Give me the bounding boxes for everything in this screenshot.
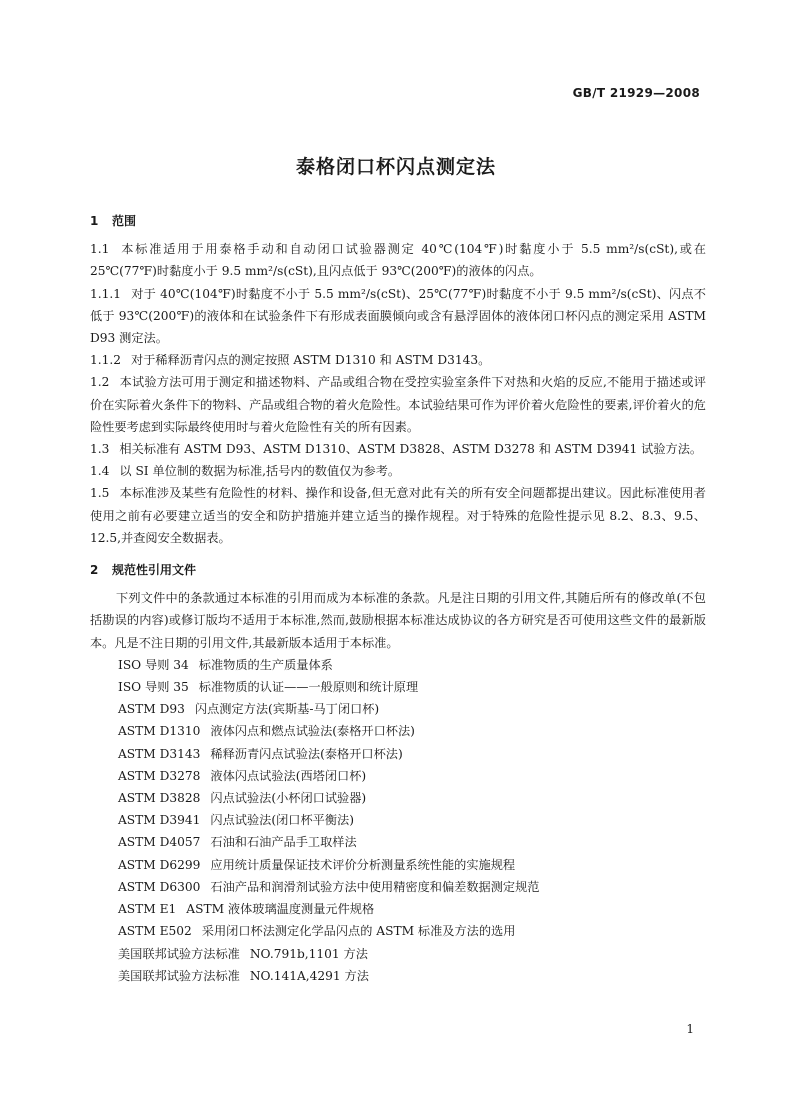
clause-paragraph	[90, 349, 706, 371]
section-title: 范围	[112, 214, 137, 228]
reference-code: 美国联邦试验方法标准	[118, 968, 240, 983]
reference-item	[118, 654, 706, 676]
reference-item	[118, 876, 706, 898]
reference-code: ASTM D93	[118, 702, 185, 717]
clause-text: 以 SI 单位制的数据为标准,括号内的数值仅为参考。	[119, 464, 401, 479]
standard-code: GB/T 21929—2008	[572, 86, 700, 100]
reference-item	[118, 676, 706, 698]
reference-title: NO.141A,4291 方法	[249, 968, 369, 983]
reference-code: ASTM D1310	[118, 724, 201, 739]
clause-number: 1.4	[90, 464, 110, 479]
clause-number: 1.2	[90, 375, 110, 390]
reference-code: ASTM E502	[118, 924, 192, 939]
reference-item	[118, 809, 706, 831]
clause-number: 1.1	[90, 242, 110, 257]
reference-item	[118, 765, 706, 787]
reference-item	[118, 854, 706, 876]
reference-title: 闪点测定方法(宾斯基-马丁闭口杯)	[194, 702, 380, 717]
reference-code: ASTM D6299	[118, 857, 201, 872]
reference-title: NO.791b,1101 方法	[249, 946, 368, 961]
clause-number: 1.5	[90, 486, 110, 501]
reference-code: ASTM D3278	[118, 768, 201, 783]
reference-title: 采用闭口杯法测定化学品闪点的 ASTM 标准及方法的选用	[201, 924, 516, 939]
section-number: 1	[90, 214, 99, 228]
clause-text: 本标准适用于用泰格手动和自动闭口试验器测定 40℃(104℉)时黏度小于 5.5 mm²/s(cSt),或在 25℃(77℉)时黏度小于 9.5 mm²/s(cSt),且闪点低于 93℃(200℉)的液体的闪点。	[90, 242, 706, 279]
reference-item	[118, 787, 706, 809]
reference-title: 标准物质的生产质量体系	[198, 657, 333, 672]
reference-title: 液体闪点和燃点试验法(泰格开口杯法)	[210, 724, 415, 739]
reference-item	[118, 943, 706, 965]
reference-item	[118, 965, 706, 987]
reference-item	[118, 898, 706, 920]
reference-item	[118, 743, 706, 765]
clause-text: 本试验方法可用于测定和描述物料、产品或组合物在受控实验室条件下对热和火焰的反应,不能用于描述或评价在实际着火条件下的物料、产品或组合物的着火危险性。本试验结果可作为评价着火危险性的要素,评价着火的危险性要考虑到实际最终使用时与着火危险性有关的所有因素。	[90, 375, 706, 434]
reference-item	[118, 920, 706, 942]
reference-item	[118, 698, 706, 720]
reference-code: ASTM E1	[118, 902, 177, 917]
clause-paragraph	[90, 371, 706, 438]
reference-title: 石油和石油产品手工取样法	[210, 835, 357, 850]
clause-paragraph	[90, 283, 706, 350]
section-1-heading	[90, 210, 706, 232]
reference-code: ASTM D6300	[118, 879, 201, 894]
clause-number: 1.3	[90, 442, 110, 457]
reference-title: 应用统计质量保证技术评价分析测量系统性能的实施规程	[210, 857, 516, 872]
section-2-heading	[90, 559, 706, 581]
page-number: 1	[686, 1022, 694, 1036]
reference-title: 标准物质的认证——一般原则和统计原理	[198, 680, 419, 695]
clause-text: 对于 40℃(104℉)时黏度不小于 5.5 mm²/s(cSt)、25℃(77℉)时黏度不小于 9.5 mm²/s(cSt)、闪点不低于 93℃(200℉)的液体和在试验条件下有形成表面膜倾向或含有悬浮固体的液体闭口杯闪点的测定采用 ASTM D93 测定法。	[90, 286, 706, 346]
reference-title: 液体闪点试验法(西塔闭口杯)	[210, 768, 367, 783]
clause-text: 本标准涉及某些有危险性的材料、操作和设备,但无意对此有关的所有安全问题都提出建议。因此标准使用者使用之前有必要建立适当的安全和防护措施并建立适当的操作规程。对于特殊的危险性提示见 8.2、8.3、9.5、12.5,并查阅安全数据表。	[90, 486, 706, 545]
reference-item	[118, 720, 706, 742]
clause-text: 对于稀释沥青闪点的测定按照 ASTM D1310 和 ASTM D3143。	[131, 353, 491, 368]
document-body	[90, 210, 706, 987]
reference-code: ISO 导则 34	[118, 657, 189, 672]
reference-title: 闪点试验法(小杯闭口试验器)	[210, 791, 367, 806]
reference-title: 稀释沥青闪点试验法(泰格开口杯法)	[210, 746, 403, 761]
reference-code: ASTM D3941	[118, 813, 201, 828]
reference-title: 石油产品和润滑剂试验方法中使用精密度和偏差数据测定规范	[210, 879, 540, 894]
section-title: 规范性引用文件	[112, 563, 197, 578]
section-1-paragraphs	[90, 238, 706, 549]
clause-text: 相关标准有 ASTM D93、ASTM D1310、ASTM D3828、ASTM D3278 和 ASTM D3941 试验方法。	[119, 442, 703, 457]
reference-code: ISO 导则 35	[118, 680, 189, 695]
clause-paragraph	[90, 460, 706, 482]
clause-number: 1.1.1	[90, 286, 122, 301]
reference-code: ASTM D3143	[118, 746, 201, 761]
section-number: 2	[90, 563, 99, 578]
reference-title: 闪点试验法(闭口杯平衡法)	[210, 813, 354, 828]
clause-paragraph	[90, 238, 706, 282]
clause-paragraph	[90, 438, 706, 460]
reference-item	[118, 831, 706, 853]
reference-code: 美国联邦试验方法标准	[118, 946, 240, 961]
reference-title: ASTM 液体玻璃温度测量元件规格	[186, 902, 375, 917]
clause-paragraph	[90, 482, 706, 549]
document-title: 泰格闭口杯闪点测定法	[295, 156, 496, 178]
section-2-intro: 下列文件中的条款通过本标准的引用而成为本标准的条款。凡是注日期的引用文件,其随后所有的修改单(不包括勘误的内容)或修订版均不适用于本标准,然而,鼓励根据本标准达成协议的各方研究是否可使用这些文件的最新版本。凡是不注日期的引用文件,其最新版本适用于本标准。	[90, 591, 706, 650]
reference-list	[90, 654, 706, 987]
reference-code: ASTM D4057	[118, 835, 201, 850]
clause-number: 1.1.2	[90, 353, 122, 368]
reference-code: ASTM D3828	[118, 791, 201, 806]
